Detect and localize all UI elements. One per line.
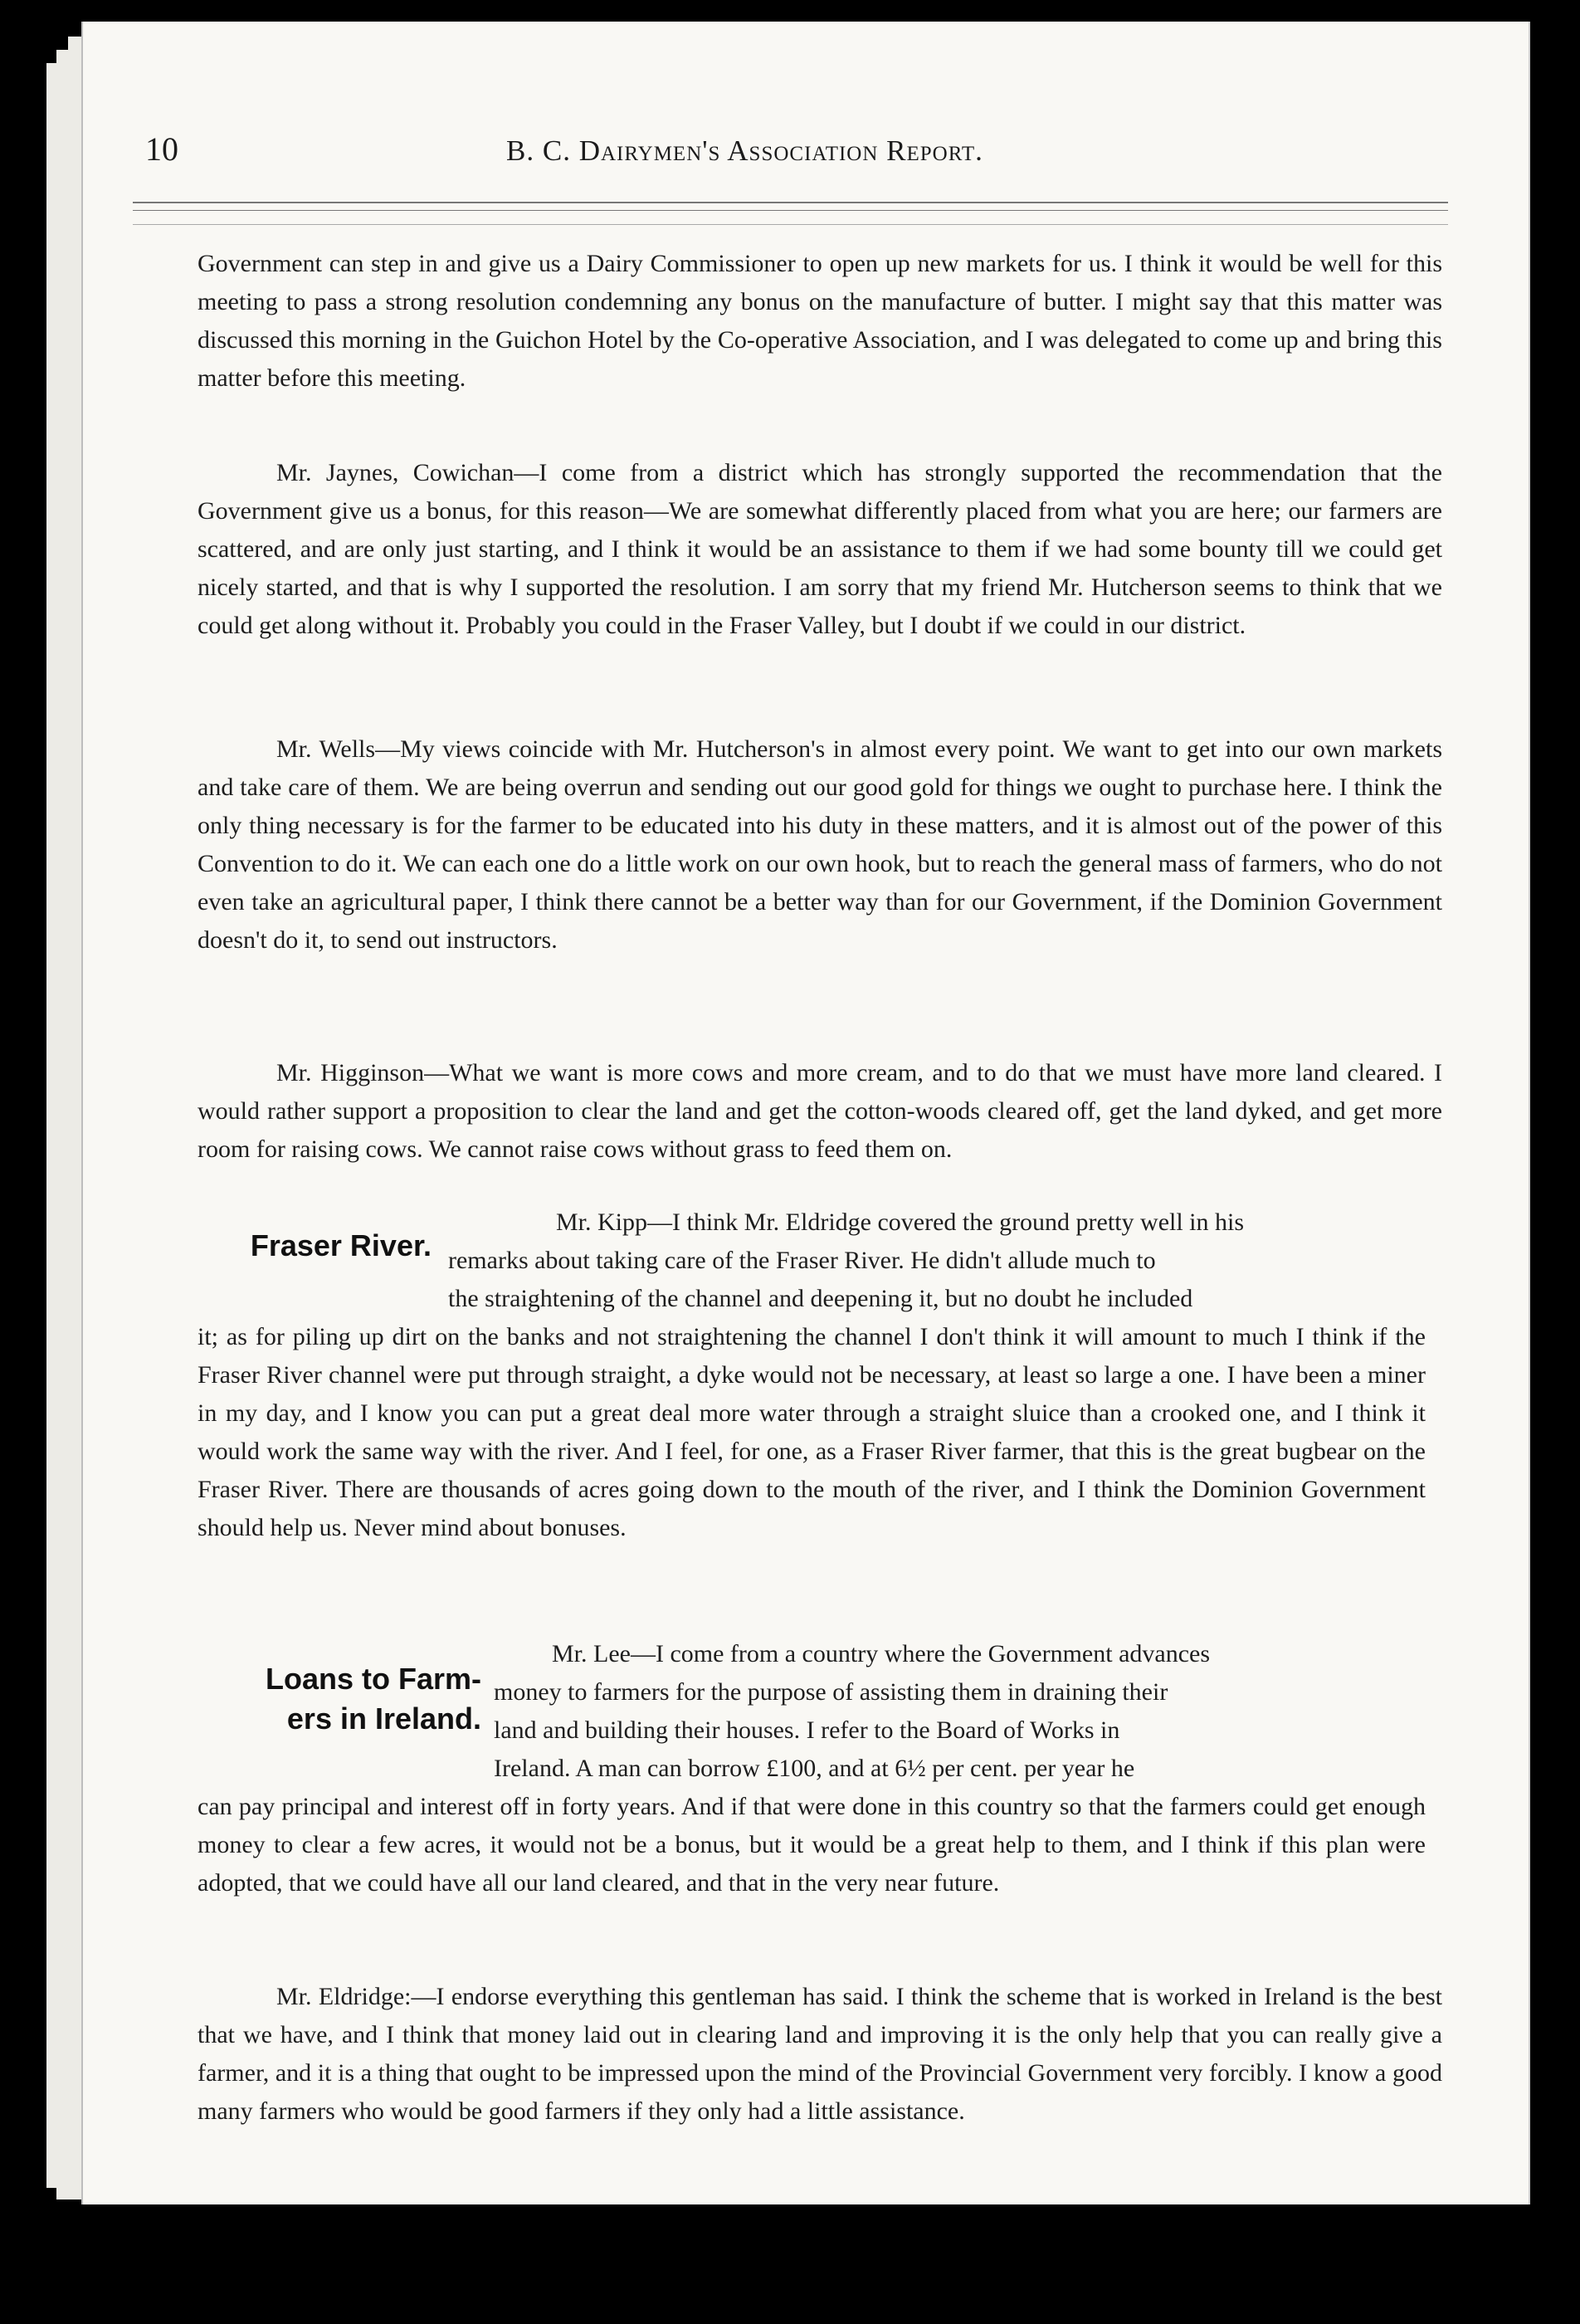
header-rule <box>133 210 1448 211</box>
paragraph-4 <box>198 1054 1442 1169</box>
paragraph-kipp-rest <box>198 1318 1426 1547</box>
paragraph-lee-rest <box>198 1788 1426 1902</box>
paragraph-2 <box>198 454 1442 645</box>
header-rule <box>133 224 1448 225</box>
paragraph-text: it; as for piling up dirt on the banks and not straightening the channel I don't think it will amount to much I think if the Fraser River channel were put through straight, a dyke would not be necessary, at least so large a one. I have been a miner in my day, and I know you can put a great deal more water through a straight sluice than a crooked one, and I think it would work the same way with the river. And I feel, for one, as a Fraser River farmer, that this is the great bugbear on the Fraser River. There are thousands of acres going down to the mouth of the river, and I think the Dominion Government should help us. Never mind about bonuses. <box>198 1323 1426 1541</box>
text-line: the straightening of the channel and deepening it, but no doubt he included <box>448 1285 1193 1312</box>
page-header <box>145 124 1440 174</box>
text-line: money to farmers for the purpose of assisting them in draining their <box>494 1678 1168 1706</box>
paragraph-eldridge <box>198 1978 1442 2131</box>
paragraph-text: Mr. Jaynes, Cowichan—I come from a district which has strongly supported the recommendation that the Government give us a bonus, for this reason—We are somewhat differently placed from what you are here; our farmers are scattered, and are only just starting, and I think it would be an assistance to them if we had some bounty till we could get nicely started, and that is why I supported the resolution. I am sorry that my friend Mr. Hutcherson seems to think that we could get along without it. Probably you could in the Fraser Valley, but I doubt if we could in our district. <box>198 459 1442 639</box>
paragraph-1 <box>198 245 1442 398</box>
text-line: land and building their houses. I refer to the Board of Works in <box>494 1716 1120 1744</box>
paragraph-text: Government can step in and give us a Dairy Commissioner to open up new markets for us. I think it would be well for this meeting to pass a strong resolution condemning any bonus on the manufacture of butter. I might say that this matter was discussed this morning in the Guichon Hotel by the Co-operative Association, and I was delegated to come up and bring this matter before this meeting. <box>198 250 1442 392</box>
sidenote-line: Loans to Farm- <box>265 1662 481 1696</box>
text-line: Mr. Kipp—I think Mr. Eldridge covered the ground pretty well in his <box>556 1208 1245 1236</box>
paragraph-text: can pay principal and interest off in forty years. And if that were done in this country so that the farmers could get enough money to clear a few acres, it would not be a bonus, but it would be a great help to them, and I think if this plan were adopted, that we could have all our land cleared, and that in the very near future. <box>198 1793 1426 1897</box>
paragraph-kipp-narrow <box>448 1204 1427 1318</box>
header-rule <box>133 202 1448 203</box>
text-line: Ireland. A man can borrow £100, and at 6½ per cent. per year he <box>494 1755 1135 1782</box>
page-number: 10 <box>145 130 178 168</box>
paragraph-text: Mr. Higginson—What we want is more cows and more cream, and to do that we must have more land cleared. I would rather support a proposition to clear the land and get the cotton-woods cleared off, get the land dyked, and get more room for raising cows. We cannot raise cows without grass to feed them on. <box>198 1059 1442 1163</box>
sidenote-loans-ireland <box>207 1659 481 1739</box>
text-line: Mr. Lee—I come from a country where the Government advances <box>552 1640 1211 1667</box>
paragraph-text: Mr. Wells—My views coincide with Mr. Hutcherson's in almost every point. We want to get into our own markets and take care of them. We are being overrun and sending out our good gold for things we ought to purchase here. I think the only thing necessary is for the farmer to be educated into his duty in these matters, and it is almost out of the power of this Convention to do it. We can each one do a little work on our own hook, but to reach the general mass of farmers, who do not even take an agricultural paper, I think there cannot be a better way than for our Government, if the Dominion Government doesn't do it, to send out instructors. <box>198 735 1442 954</box>
sidenote-fraser-river: Fraser River. <box>250 1228 432 1262</box>
paragraph-lee-narrow <box>494 1635 1427 1788</box>
paragraph-3 <box>198 730 1442 959</box>
running-head: B. C. Dairymen's Association Report. <box>506 134 983 167</box>
text-line: remarks about taking care of the Fraser River. He didn't allude much to <box>448 1247 1156 1274</box>
paragraph-text: Mr. Eldridge:—I endorse everything this gentleman has said. I think the scheme that is worked in Ireland is the best that we have, and I think that money laid out in clearing land and improving it is the only help that you can really give a farmer, and it is a thing that ought to be impressed upon the mind of the Provincial Government very forcibly. I know a good many farmers who would be good farmers if they only had a little assistance. <box>198 1983 1442 2125</box>
sidenote-line: ers in Ireland. <box>286 1702 481 1736</box>
